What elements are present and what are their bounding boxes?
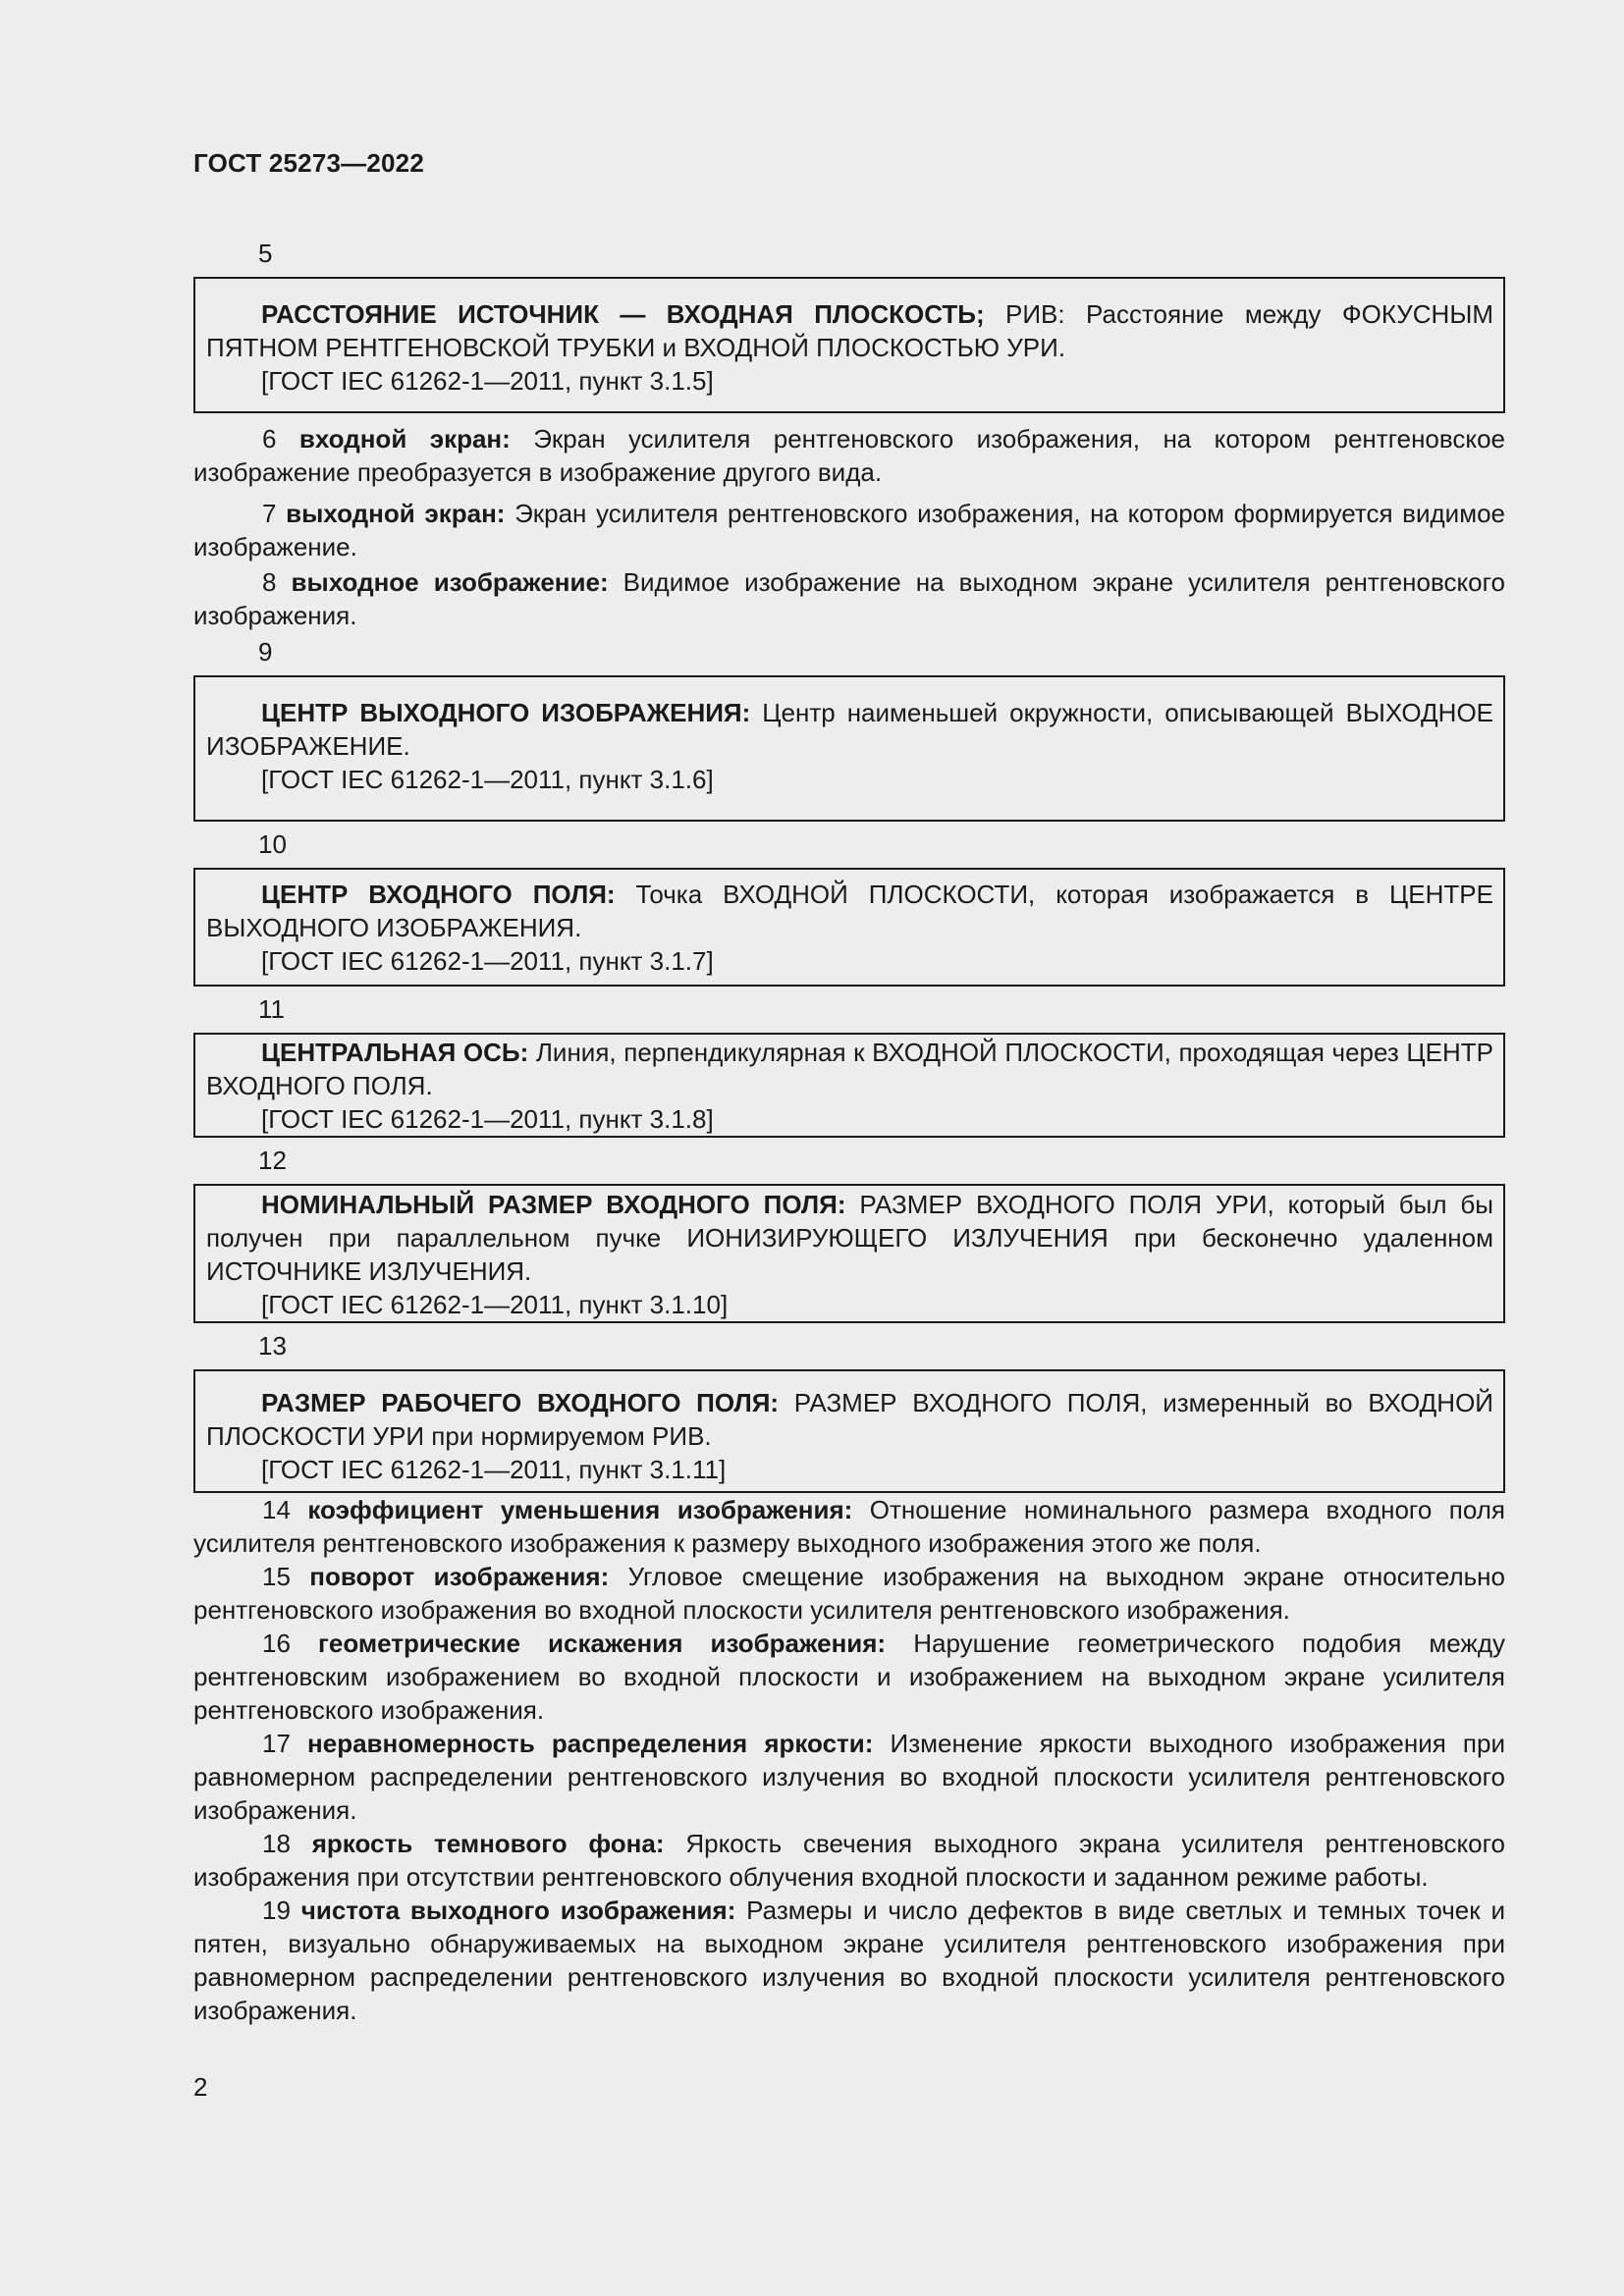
term-definition: РИВ: Расстояние между ФОКУСНЫМ ПЯТНОМ РЕНТГЕНОВСКОЙ ТРУБКИ и ВХОДНОЙ ПЛОСКОСТЬЮ УРИ. — [206, 299, 1493, 362]
term-definition: Яркость свечения выходного экрана усилителя рентгеновского изображения при отсутствии рентгеновского облучения входной плоскости и заданном режиме работы. — [193, 1829, 1505, 1892]
term-source: [ГОСТ IEC 61262-1—2011, пункт 3.1.11] — [261, 1455, 727, 1484]
standard-term-box — [193, 868, 1505, 987]
term-name: геометрические искажения изображения: — [318, 1629, 887, 1658]
standard-term-box — [193, 675, 1505, 822]
term-source: [ГОСТ IEC 61262-1—2011, пункт 3.1.10] — [261, 1290, 729, 1319]
term-name: выходной экран: — [286, 499, 506, 528]
term-paragraph — [193, 1493, 1505, 1560]
entry-number: 19 — [262, 1896, 291, 1925]
entry-number: 12 — [258, 1146, 287, 1175]
term-name: входной экран: — [298, 424, 511, 454]
standard-term-box — [193, 1184, 1505, 1323]
document-content — [193, 237, 1505, 2027]
entry-number: 9 — [258, 637, 273, 667]
term-definition: Размеры и число дефектов в виде светлых и темных точек и пятен, визуально обнаруживаемых на выходном экране усилителя рентгеновского изображения при равномерном распределении рентгеновского излучения во входной плоскости усилителя рентгеновского изображения. — [193, 1896, 1505, 2025]
term-definition: Точка ВХОДНОЙ ПЛОСКОСТИ, которая изображается в ЦЕНТРЕ ВЫХОДНОГО ИЗОБРАЖЕНИЯ. — [206, 880, 1493, 942]
term-definition: РАЗМЕР ВХОДНОГО ПОЛЯ, измеренный во ВХОДНОЙ ПЛОСКОСТИ УРИ при нормируемом РИВ. — [206, 1388, 1493, 1451]
page-number: 2 — [193, 2072, 208, 2102]
term-definition: Отношение номинального размера входного поля усилителя рентгеновского изображения к размеру выходного изображения этого же поля. — [193, 1495, 1505, 1558]
term-paragraph — [193, 1727, 1505, 1827]
entry-number: 8 — [262, 567, 277, 597]
term-definition: Изменение яркости выходного изображения при равномерном распределении рентгеновского излучения во входной плоскости усилителя рентгеновского изображения. — [193, 1729, 1505, 1825]
term-source: [ГОСТ IEC 61262-1—2011, пункт 3.1.7] — [261, 946, 714, 976]
term-name: яркость темнового фона: — [311, 1829, 665, 1858]
term-paragraph — [193, 497, 1505, 563]
term-source: [ГОСТ IEC 61262-1—2011, пункт 3.1.8] — [261, 1104, 714, 1134]
term-name: НОМИНАЛЬНЫЙ РАЗМЕР ВХОДНОГО ПОЛЯ: — [261, 1190, 846, 1219]
term-definition: Экран усилителя рентгеновского изображения, на котором рентгеновское изображение преобразуется в изображение другого вида. — [193, 424, 1505, 487]
term-paragraph — [193, 1627, 1505, 1727]
term-definition: Линия, перпендикулярная к ВХОДНОЙ ПЛОСКОСТИ, проходящая через ЦЕНТР ВХОДНОГО ПОЛЯ. — [206, 1038, 1493, 1100]
term-paragraph — [193, 422, 1505, 489]
term-name: выходное изображение: — [291, 567, 609, 597]
term-source: [ГОСТ IEC 61262-1—2011, пункт 3.1.5] — [261, 366, 714, 396]
term-definition: РАЗМЕР ВХОДНОГО ПОЛЯ УРИ, который был бы получен при параллельном пучке ИОНИЗИРУЮЩЕГО ИЗЛУЧЕНИЯ при бесконечно удаленном ИСТОЧНИКЕ ИЗЛУЧЕНИЯ. — [206, 1190, 1493, 1286]
standard-term-box — [193, 277, 1505, 413]
entry-number: 11 — [258, 994, 285, 1024]
term-definition: Угловое смещение изображения на выходном экране относительно рентгеновского изображения во входной плоскости усилителя рентгеновского изображения. — [193, 1562, 1505, 1625]
term-name: чистота выходного изображения: — [300, 1896, 736, 1925]
document-header: ГОСТ 25273—2022 — [193, 148, 424, 178]
entry-number: 18 — [262, 1829, 291, 1858]
term-source: [ГОСТ IEC 61262-1—2011, пункт 3.1.6] — [261, 765, 714, 794]
term-name: коэффициент уменьшения изображения: — [307, 1495, 853, 1524]
entry-number: 7 — [262, 499, 277, 528]
term-name: ЦЕНТР ВХОДНОГО ПОЛЯ: — [261, 880, 616, 909]
term-name: РАЗМЕР РАБОЧЕГО ВХОДНОГО ПОЛЯ: — [261, 1388, 780, 1417]
term-definition: Нарушение геометрического подобия между рентгеновским изображением во входной плоскости и изображением на выходном экране усилителя рентгеновского изображения. — [193, 1629, 1505, 1725]
term-name: ЦЕНТРАЛЬНАЯ ОСЬ: — [261, 1038, 529, 1067]
term-paragraph — [193, 1560, 1505, 1627]
entry-number: 13 — [258, 1331, 287, 1361]
entry-number: 6 — [262, 424, 277, 454]
term-definition: Центр наименьшей окружности, описывающей ВЫХОДНОЕ ИЗОБРАЖЕНИЕ. — [206, 698, 1494, 761]
standard-term-box — [193, 1033, 1505, 1138]
entry-number: 15 — [262, 1562, 291, 1591]
term-paragraph — [193, 1894, 1505, 2027]
standard-term-box — [193, 1369, 1505, 1493]
entry-number: 5 — [258, 239, 273, 268]
entry-number: 16 — [262, 1629, 291, 1658]
entry-number: 17 — [262, 1729, 291, 1758]
term-definition: Экран усилителя рентгеновского изображения, на котором формируется видимое изображение. — [193, 499, 1505, 561]
term-definition: Видимое изображение на выходном экране усилителя рентгеновского изображения. — [193, 567, 1505, 630]
term-name: неравномерность распределения яркости: — [307, 1729, 874, 1758]
entry-number: 14 — [262, 1495, 291, 1524]
term-name: РАССТОЯНИЕ ИСТОЧНИК — ВХОДНАЯ ПЛОСКОСТЬ; — [261, 299, 985, 329]
term-paragraph — [193, 1827, 1505, 1894]
term-paragraph — [193, 565, 1505, 632]
entry-number: 10 — [258, 829, 287, 859]
term-name: ЦЕНТР ВЫХОДНОГО ИЗОБРАЖЕНИЯ: — [261, 698, 751, 727]
term-name: поворот изображения: — [309, 1562, 610, 1591]
